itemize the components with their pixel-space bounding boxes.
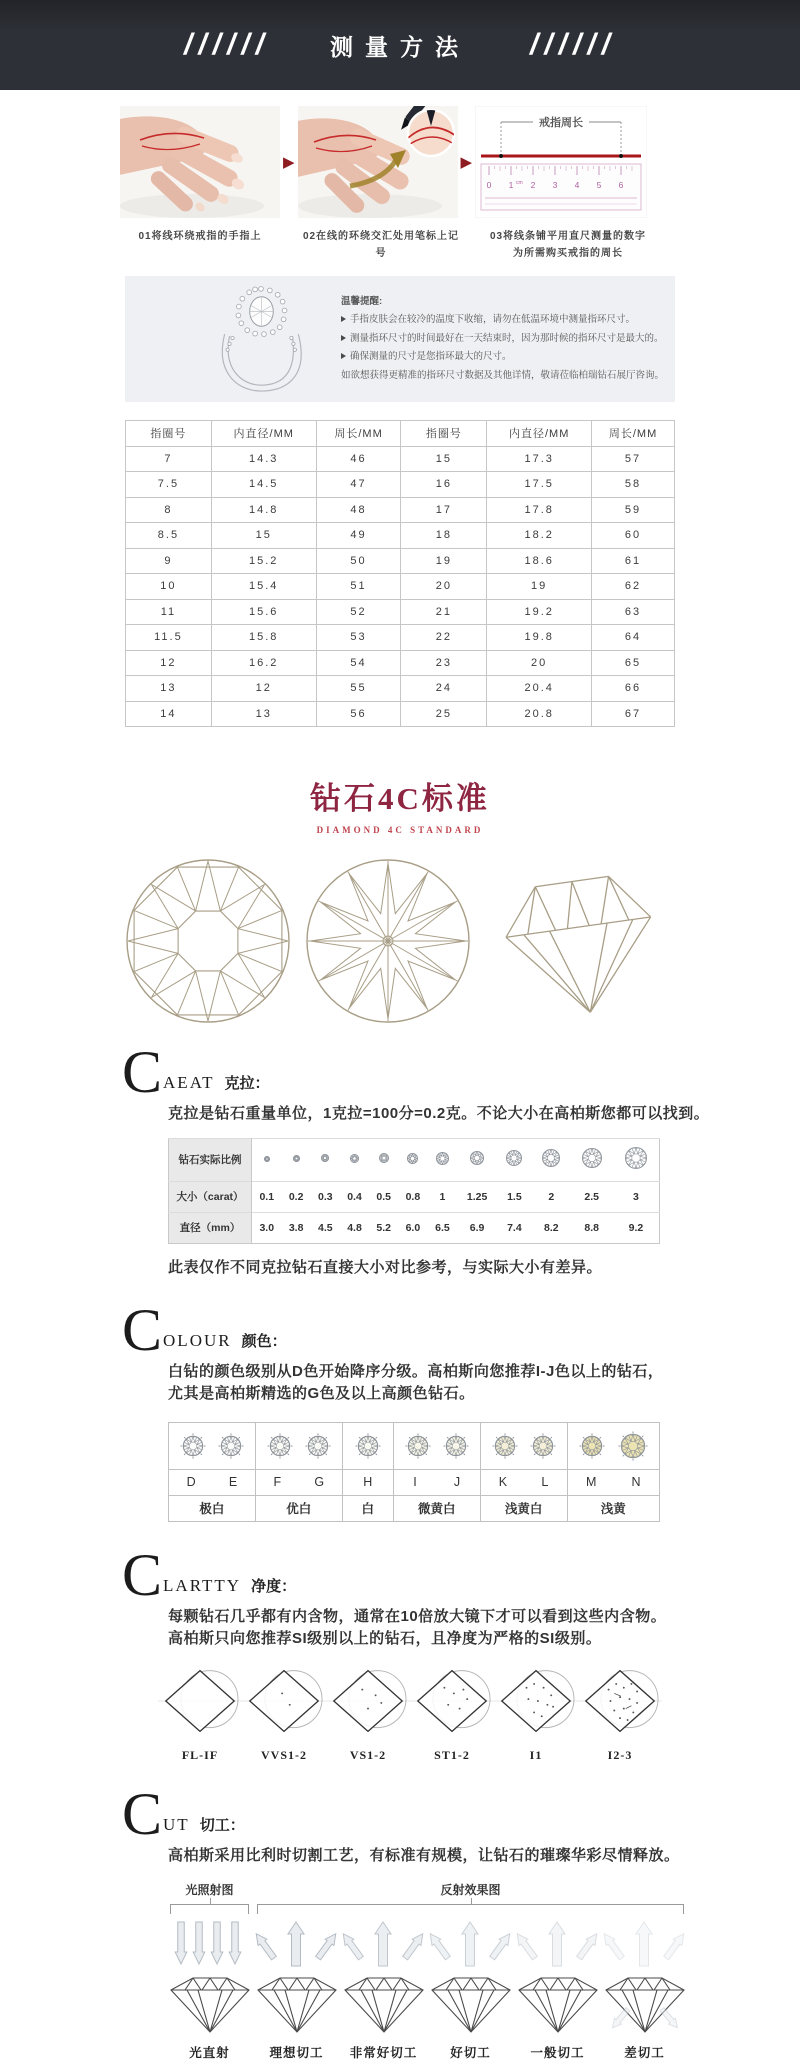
diameter-value-cell: 3.8 <box>282 1212 311 1243</box>
tips-title: 温馨提醒: <box>341 293 664 312</box>
colour-letter-cell <box>342 1469 393 1495</box>
light-direct-label: 光照射图 <box>166 1881 253 1898</box>
ruler-number: 5 <box>597 180 602 190</box>
size-table-header: 指圈号 <box>401 421 487 447</box>
diamond-icon <box>618 1431 648 1461</box>
size-table-cell: 14.3 <box>211 446 316 472</box>
diamond-icon <box>378 1152 390 1164</box>
clarity-figure <box>158 1663 242 1763</box>
carat-heading-cn: 克拉： <box>224 1072 269 1093</box>
clarity-desc: 每颗钻石几乎都有内含物，通常在10倍放大镜下才可以看到这些内含物。 高柏斯只向您推荐SI级别以上的钻石，且净度为严格的SI级别。 <box>168 1606 800 1651</box>
size-table-cell: 13 <box>126 676 212 702</box>
size-table-row <box>126 701 675 727</box>
clarity-grade-label: ST1-2 <box>410 1748 494 1763</box>
colour-icons-row <box>169 1422 660 1469</box>
ruler-diagram-illustration <box>475 106 647 218</box>
size-table-cell: 50 <box>316 548 401 574</box>
size-table-cell: 8 <box>126 497 212 523</box>
colour-icon-cell <box>393 1422 480 1469</box>
size-table-cell: 16 <box>401 472 487 498</box>
carat-diamond-cell <box>252 1138 282 1181</box>
carat-value-cell: 0.8 <box>398 1181 427 1212</box>
size-table-header: 内直径/MM <box>487 421 592 447</box>
carat-value-cell: 0.5 <box>369 1181 398 1212</box>
diamond-side-view-drawing <box>485 855 675 1027</box>
diamond-icon <box>292 1154 301 1163</box>
carat-value-cell: 3 <box>613 1181 660 1212</box>
size-table-header: 内直径/MM <box>211 421 316 447</box>
tips-item: 测量指环尺寸的时间最好在一天结束时，因为那时候的指环尺寸是最大的。 <box>341 330 664 349</box>
cut-heading-cn: 切工： <box>200 1814 245 1835</box>
clarity-figure <box>242 1663 326 1763</box>
step3-caption-line2: 为所需购买戒指的周长 <box>513 248 623 259</box>
colour-labels-row <box>169 1495 660 1521</box>
size-table-cell: 12 <box>126 650 212 676</box>
tips-item: 手指皮肤会在较冷的温度下收缩，请勿在低温环境中测量指环尺寸。 <box>341 311 664 330</box>
diamond-icon <box>492 1433 518 1459</box>
svg-text:戒指周长: 戒指周长 <box>539 115 583 129</box>
step3-caption-line1: 03将线条铺平用直尺测量的数字 <box>490 231 646 242</box>
clarity-grade-label: VVS1-2 <box>242 1748 326 1763</box>
cut-diamond-drawing <box>601 1918 688 2034</box>
carat-value-cell: 1.5 <box>497 1181 532 1212</box>
size-table-cell: 22 <box>401 625 487 651</box>
diamond-icon <box>218 1433 244 1459</box>
fourc-title: 钻石4C标准 <box>0 773 800 818</box>
carat-value-cell: 0.4 <box>340 1181 369 1212</box>
cut-brackets <box>166 1904 688 1914</box>
ruler-number: 6 <box>619 180 624 190</box>
cut-diamond-drawing <box>427 1918 514 2034</box>
cut-grade-label: 差切工 <box>601 2043 688 2061</box>
colour-letters-row <box>169 1469 660 1495</box>
colour-heading <box>122 1307 800 1353</box>
diameter-value-cell: 8.8 <box>571 1212 613 1243</box>
diamond-icon <box>435 1151 450 1166</box>
diameter-value-cell: 8.2 <box>532 1212 571 1243</box>
size-table-cell: 18.6 <box>487 548 592 574</box>
tips-text <box>325 293 664 386</box>
carat-value-cell: 0.3 <box>311 1181 340 1212</box>
clarity-grade-label: I1 <box>494 1748 578 1763</box>
size-table-cell: 64 <box>592 625 675 651</box>
clarity-heading-rest: LARTTY <box>163 1576 241 1596</box>
colour-icon-cell <box>169 1422 256 1469</box>
carat-diamond-cell <box>369 1138 398 1181</box>
size-table-cell: 12 <box>211 676 316 702</box>
cut-heading <box>122 1791 800 1837</box>
size-table-row <box>126 472 675 498</box>
colour-icon-cell <box>255 1422 342 1469</box>
hand-with-pen-mark-illustration <box>298 106 458 218</box>
fourc-subtitle: DIAMOND 4C STANDARD <box>0 825 800 835</box>
size-table-cell: 15 <box>401 446 487 472</box>
cut-diamond-drawing <box>340 1918 427 2034</box>
size-table-cell: 59 <box>592 497 675 523</box>
size-table-cell: 46 <box>316 446 401 472</box>
diamond-icon <box>320 1153 330 1163</box>
size-table-cell: 15.6 <box>211 599 316 625</box>
colour-heading-cn: 颜色： <box>242 1330 287 1351</box>
clarity-grade-label: FL-IF <box>158 1748 242 1763</box>
colour-letter: N <box>631 1475 640 1489</box>
cut-initial: C <box>122 1791 162 1837</box>
carat-diamond-cell <box>428 1138 458 1181</box>
colour-letter: E <box>229 1475 237 1489</box>
diameter-value-cell: 4.5 <box>311 1212 340 1243</box>
size-table-cell: 17.5 <box>487 472 592 498</box>
cut-diamond-drawing <box>166 1918 253 2034</box>
bracket-left <box>170 1904 249 1914</box>
ruler-number: 3 <box>553 180 558 190</box>
cut-figure <box>340 1918 427 2061</box>
ruler-number: 0 <box>487 180 492 190</box>
diamond-drawings <box>120 855 680 1027</box>
measurement-steps <box>120 106 680 218</box>
size-table-cell: 7.5 <box>126 472 212 498</box>
colour-letter-cell <box>393 1469 480 1495</box>
carat-value-cell: 2 <box>532 1181 571 1212</box>
size-table-cell: 17 <box>401 497 487 523</box>
colour-letter-cell <box>255 1469 342 1495</box>
colour-letter-cell <box>480 1469 567 1495</box>
size-table-cell: 20 <box>487 650 592 676</box>
step3-caption <box>482 228 654 262</box>
size-table-row <box>126 625 675 651</box>
size-table-cell: 60 <box>592 523 675 549</box>
size-table-cell: 55 <box>316 676 401 702</box>
carat-value-cell: 0.2 <box>282 1181 311 1212</box>
size-table-row <box>126 497 675 523</box>
carat-heading-rest: AEAT <box>163 1073 214 1093</box>
colour-letter: I <box>413 1475 416 1489</box>
size-table-cell: 15.8 <box>211 625 316 651</box>
bullet-triangle-icon <box>341 316 346 322</box>
size-table-cell: 56 <box>316 701 401 727</box>
colour-letter-cell <box>169 1469 256 1495</box>
cut-grade-label: 理想切工 <box>253 2043 340 2061</box>
clarity-heading <box>122 1552 800 1598</box>
colour-grade-table <box>168 1422 660 1522</box>
banner <box>0 0 800 90</box>
size-table-cell: 63 <box>592 599 675 625</box>
clarity-figure <box>494 1663 578 1763</box>
carat-table <box>168 1138 660 1244</box>
diamond-top-view-drawing <box>125 858 291 1024</box>
reflection-label: 反射效果图 <box>253 1881 688 1898</box>
size-table-cell: 8.5 <box>126 523 212 549</box>
arrow-right-icon: ▶ <box>461 153 473 171</box>
tips-item: 确保测量的尺寸是您指环最大的尺寸。 <box>341 348 664 367</box>
ring-size-table <box>125 420 675 727</box>
diameter-value-cell: 9.2 <box>613 1212 660 1243</box>
clarity-figure <box>326 1663 410 1763</box>
diameter-value-cell: 6.0 <box>398 1212 427 1243</box>
size-table-cell: 10 <box>126 574 212 600</box>
cut-figure <box>514 1918 601 2061</box>
ruler-number: 4 <box>575 180 580 190</box>
diamond-icon <box>505 1149 523 1167</box>
colour-icon-cell <box>567 1422 659 1469</box>
diamond-icon <box>349 1153 360 1164</box>
carat-diamond-cell <box>457 1138 496 1181</box>
size-table-cell: 49 <box>316 523 401 549</box>
diamond-star-view-drawing <box>305 858 471 1024</box>
diameter-value-cell: 3.0 <box>252 1212 282 1243</box>
size-table-cell: 20 <box>401 574 487 600</box>
bullet-triangle-icon <box>341 353 346 359</box>
carat-initial: C <box>122 1049 162 1095</box>
colour-label-cell: 极白 <box>169 1495 256 1521</box>
size-table-cell: 19.2 <box>487 599 592 625</box>
carat-heading <box>122 1049 800 1095</box>
arrow-right-icon: ▶ <box>283 153 295 171</box>
svg-text:cm: cm <box>516 180 523 186</box>
diameter-value-cell: 5.2 <box>369 1212 398 1243</box>
size-table-cell: 7 <box>126 446 212 472</box>
carat-note: 此表仅作不同克拉钻石直接大小对比参考，与实际大小有差异。 <box>168 1256 800 1277</box>
size-table-row <box>126 523 675 549</box>
size-table-cell: 23 <box>401 650 487 676</box>
clarity-figure <box>578 1663 662 1763</box>
diamond-icon <box>267 1433 293 1459</box>
diameter-value-cell: 6.5 <box>428 1212 458 1243</box>
carat-diameter-row <box>169 1212 660 1243</box>
carat-diamond-cell <box>497 1138 532 1181</box>
clarity-diamond-drawing <box>242 1663 326 1739</box>
diamond-icon <box>581 1147 603 1169</box>
size-table-cell: 15 <box>211 523 316 549</box>
carat-size-row <box>169 1181 660 1212</box>
cut-grade-label: 非常好切工 <box>340 2043 427 2061</box>
carat-diamond-cell <box>613 1138 660 1181</box>
clarity-grade-label: I2-3 <box>578 1748 662 1763</box>
size-table-header: 指圈号 <box>126 421 212 447</box>
diamond-icon <box>469 1150 485 1166</box>
colour-letter: D <box>187 1475 196 1489</box>
colour-desc: 白钻的颜色级别从D色开始降序分级。高柏斯向您推荐I-J色以上的钻石， 尤其是高柏斯精选的G色及以上高颜色钻石。 <box>168 1361 800 1406</box>
colour-letter: H <box>363 1475 372 1489</box>
size-table-cell: 11 <box>126 599 212 625</box>
diameter-value-cell: 6.9 <box>457 1212 496 1243</box>
size-table-cell: 66 <box>592 676 675 702</box>
size-table-row <box>126 650 675 676</box>
clarity-diamond-drawing <box>158 1663 242 1739</box>
size-table-cell: 17.3 <box>487 446 592 472</box>
size-table-header: 周长/MM <box>592 421 675 447</box>
slash-decoration-right: ////// <box>530 30 616 60</box>
clarity-figure <box>410 1663 494 1763</box>
size-table-cell: 14.8 <box>211 497 316 523</box>
colour-letter: K <box>499 1475 507 1489</box>
banner-title: 测量方法 <box>330 29 470 62</box>
carat-desc: 克拉是钻石重量单位，1克拉=100分=0.2克。不论大小在高柏斯您都可以找到。 <box>168 1103 800 1126</box>
colour-letter: J <box>454 1475 460 1489</box>
size-table-cell: 24 <box>401 676 487 702</box>
size-table-cell: 11.5 <box>126 625 212 651</box>
size-table-cell: 53 <box>316 625 401 651</box>
carat-diamond-cell <box>532 1138 571 1181</box>
size-table-row <box>126 548 675 574</box>
size-table-row <box>126 599 675 625</box>
diamond-icon <box>406 1152 419 1165</box>
tips-box <box>125 276 675 402</box>
size-table-cell: 14 <box>126 701 212 727</box>
cut-diamond-drawing <box>514 1918 601 2034</box>
carat-row-label: 直径（mm） <box>169 1212 252 1243</box>
clarity-heading-cn: 净度： <box>251 1575 296 1596</box>
cut-desc: 高柏斯采用比利时切割工艺，有标准有规模，让钻石的璀璨华彩尽情释放。 <box>168 1845 800 1868</box>
size-table-row <box>126 574 675 600</box>
clarity-diamond-drawing <box>578 1663 662 1739</box>
carat-value-cell: 0.1 <box>252 1181 282 1212</box>
carat-diamond-cell <box>340 1138 369 1181</box>
diamond-icon <box>579 1433 605 1459</box>
carat-diamond-cell <box>398 1138 427 1181</box>
size-table-cell: 18.2 <box>487 523 592 549</box>
bullet-triangle-icon <box>341 335 346 341</box>
colour-letter: L <box>541 1475 548 1489</box>
cut-figure <box>601 1918 688 2061</box>
colour-letter: F <box>274 1475 282 1489</box>
size-table-cell: 16.2 <box>211 650 316 676</box>
cut-heading-rest: UT <box>163 1815 190 1835</box>
size-table-cell: 9 <box>126 548 212 574</box>
size-table-cell: 52 <box>316 599 401 625</box>
ring-illustration <box>197 283 325 395</box>
cut-figures <box>166 1918 688 2061</box>
cut-diamond-drawing <box>253 1918 340 2034</box>
size-table-row <box>126 676 675 702</box>
cut-grade-label: 好切工 <box>427 2043 514 2061</box>
cut-figure <box>253 1918 340 2061</box>
carat-diamond-cell <box>571 1138 613 1181</box>
size-table-header: 周长/MM <box>316 421 401 447</box>
size-table-cell: 58 <box>592 472 675 498</box>
clarity-diamond-drawing <box>410 1663 494 1739</box>
size-table-cell: 54 <box>316 650 401 676</box>
bracket-right <box>257 1904 684 1914</box>
colour-heading-rest: OLOUR <box>163 1331 232 1351</box>
diamond-icon <box>180 1433 206 1459</box>
size-table-cell: 21 <box>401 599 487 625</box>
size-table-cell: 51 <box>316 574 401 600</box>
size-table-cell: 20.4 <box>487 676 592 702</box>
size-table-cell: 15.4 <box>211 574 316 600</box>
size-table-cell: 19 <box>487 574 592 600</box>
diamond-icon <box>530 1433 556 1459</box>
diamond-icon <box>624 1146 648 1170</box>
diamond-icon <box>305 1433 331 1459</box>
carat-value-cell: 1 <box>428 1181 458 1212</box>
carat-row-label: 钻石实际比例 <box>169 1138 252 1181</box>
step1-caption: 01将线环绕戒指的手指上 <box>120 228 280 262</box>
step2-photo <box>298 106 458 218</box>
size-table-cell: 14.5 <box>211 472 316 498</box>
carat-diamond-cell <box>282 1138 311 1181</box>
size-table-cell: 19 <box>401 548 487 574</box>
size-table-cell: 48 <box>316 497 401 523</box>
diamond-icon <box>263 1155 271 1163</box>
colour-label-cell: 浅黄 <box>567 1495 659 1521</box>
step3-photo <box>475 106 647 218</box>
size-table-cell: 20.8 <box>487 701 592 727</box>
carat-value-cell: 2.5 <box>571 1181 613 1212</box>
diameter-value-cell: 4.8 <box>340 1212 369 1243</box>
size-table-cell: 65 <box>592 650 675 676</box>
colour-label-cell: 白 <box>342 1495 393 1521</box>
clarity-grade-label: VS1-2 <box>326 1748 410 1763</box>
size-table-cell: 67 <box>592 701 675 727</box>
colour-label-cell: 微黄白 <box>393 1495 480 1521</box>
size-table-cell: 62 <box>592 574 675 600</box>
colour-icon-cell <box>480 1422 567 1469</box>
tips-footer: 如欲想获得更精准的指环尺寸数据及其他详情，敬请莅临柏瑞钻石展厅咨询。 <box>341 367 664 386</box>
size-table-cell: 19.8 <box>487 625 592 651</box>
cut-grade-label: 一般切工 <box>514 2043 601 2061</box>
carat-row-label: 大小（carat） <box>169 1181 252 1212</box>
size-table-header-row <box>126 421 675 447</box>
diamond-icon <box>405 1433 431 1459</box>
step2-caption: 02在线的环绕交汇处用笔标上记号 <box>301 228 461 262</box>
slash-decoration-left: ////// <box>184 30 270 60</box>
size-table-row <box>126 446 675 472</box>
size-table-cell: 15.2 <box>211 548 316 574</box>
size-table-cell: 25 <box>401 701 487 727</box>
cut-bracket-labels <box>166 1881 688 1898</box>
cut-diagram <box>166 1881 688 2061</box>
hand-with-thread-illustration <box>120 106 280 218</box>
colour-letter: G <box>314 1475 324 1489</box>
colour-letter: M <box>586 1475 596 1489</box>
clarity-figures <box>158 1663 800 1763</box>
carat-diamond-row <box>169 1138 660 1181</box>
clarity-diamond-drawing <box>326 1663 410 1739</box>
size-table-cell: 18 <box>401 523 487 549</box>
colour-icon-cell <box>342 1422 393 1469</box>
ruler-number: 1 <box>509 180 514 190</box>
colour-label-cell: 优白 <box>255 1495 342 1521</box>
carat-diamond-cell <box>311 1138 340 1181</box>
size-table-cell: 61 <box>592 548 675 574</box>
cut-figure <box>166 1918 253 2061</box>
diamond-icon <box>355 1433 381 1459</box>
colour-letter-cell <box>567 1469 659 1495</box>
clarity-diamond-drawing <box>494 1663 578 1739</box>
carat-value-cell: 1.25 <box>457 1181 496 1212</box>
diameter-value-cell: 7.4 <box>497 1212 532 1243</box>
step-captions <box>120 228 680 262</box>
diamond-icon <box>541 1148 561 1168</box>
diamond-icon <box>443 1433 469 1459</box>
colour-label-cell: 浅黄白 <box>480 1495 567 1521</box>
size-table-cell: 13 <box>211 701 316 727</box>
size-table-cell: 17.8 <box>487 497 592 523</box>
size-table-cell: 57 <box>592 446 675 472</box>
cut-figure <box>427 1918 514 2061</box>
step1-photo <box>120 106 280 218</box>
colour-initial: C <box>122 1307 162 1353</box>
ruler-number: 2 <box>531 180 536 190</box>
size-table-cell: 47 <box>316 472 401 498</box>
cut-grade-label: 光直射 <box>166 2043 253 2061</box>
clarity-initial: C <box>122 1552 162 1598</box>
